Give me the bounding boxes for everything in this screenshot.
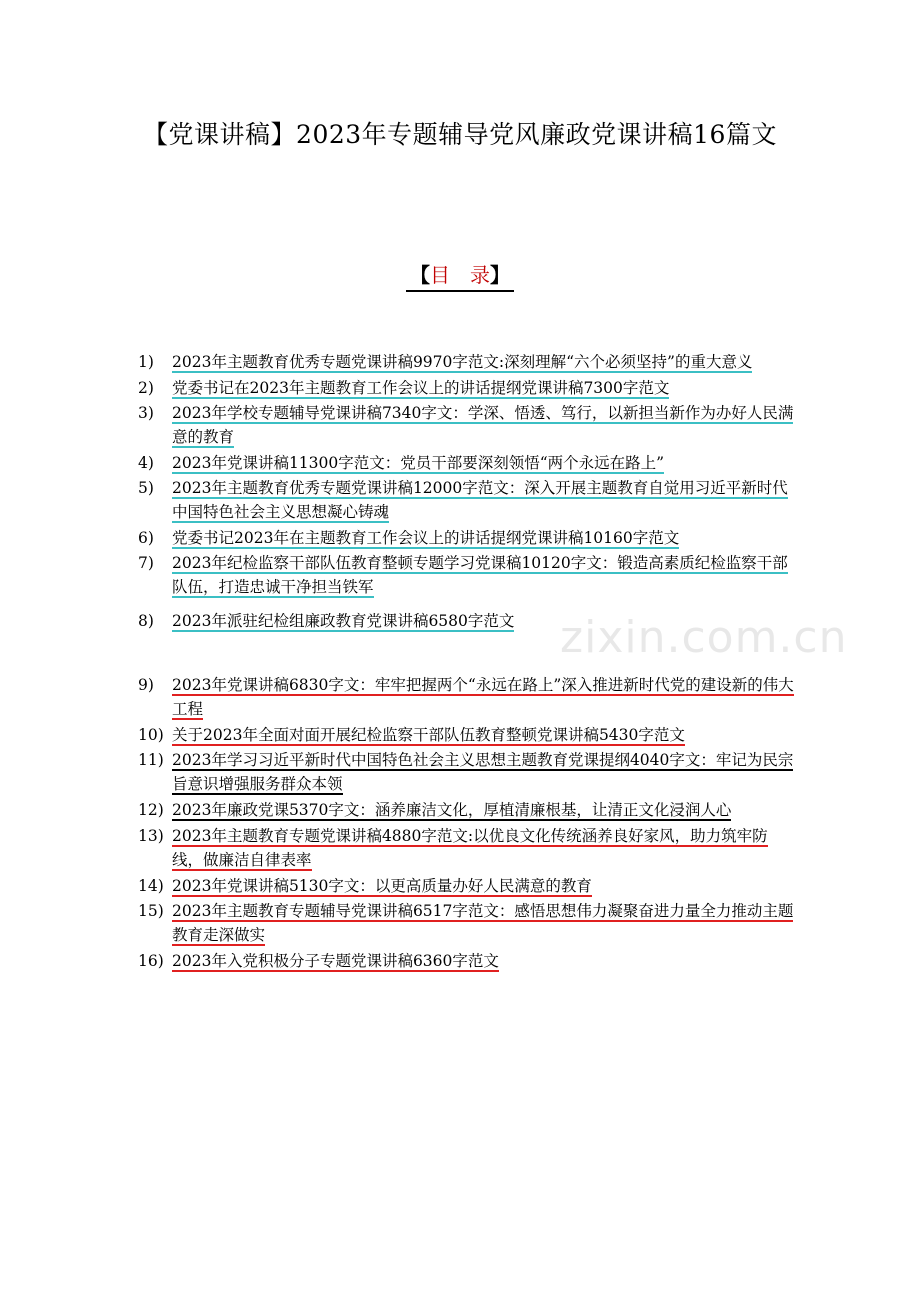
toc-item-number: 1) [138,353,154,371]
toc-item[interactable] [138,526,798,550]
toc-bracket-open: 【 [410,263,430,287]
toc-item-number: 15) [138,902,164,920]
toc-item-link[interactable]: 党委书记在2023年主题教育工作会议上的讲话提纲党课讲稿7300字范文 [172,379,670,397]
toc-item-number: 12) [138,801,164,819]
toc-item-link[interactable]: 2023年党课讲稿5130字文：以更高质量办好人民满意的教育 [172,877,592,895]
toc-item[interactable] [138,350,798,374]
toc-list [138,350,798,973]
toc-item-number: 13) [138,827,164,845]
toc-item[interactable] [138,899,798,947]
toc-item[interactable] [138,748,798,796]
toc-heading [0,262,920,292]
toc-item[interactable] [138,949,798,973]
toc-item-number: 4) [138,454,154,472]
toc-item-link[interactable]: 2023年主题教育专题党课讲稿4880字范文:以优良文化传统涵养良好家风，助力筑牢防线，做廉洁自律表率 [172,827,768,869]
toc-item-number: 6) [138,529,154,547]
watermark: zixin.com.cn [560,612,848,663]
toc-item-number: 8) [138,612,154,630]
toc-item-link[interactable]: 2023年主题教育优秀专题党课讲稿12000字范文：深入开展主题教育自觉用习近平新时代中国特色社会主义思想凝心铸魂 [172,479,788,521]
toc-item-link[interactable]: 2023年廉政党课5370字文：涵养廉洁文化，厚植清廉根基，让清正文化浸润人心 [172,801,732,819]
toc-item-number: 7) [138,554,154,572]
toc-item[interactable] [138,824,798,872]
toc-item-link[interactable]: 关于2023年全面对面开展纪检监察干部队伍教育整顿党课讲稿5430字范文 [172,726,685,744]
toc-item-link[interactable]: 2023年主题教育专题辅导党课讲稿6517字范文：感悟思想伟力凝聚奋进力量全力推动主题教育走深做实 [172,902,794,944]
toc-item[interactable] [138,551,798,599]
toc-item-number: 3) [138,404,154,422]
toc-item-number: 14) [138,877,164,895]
toc-item-number: 11) [138,751,164,769]
toc-heading-label: 目 录 [430,263,490,287]
toc-item[interactable] [138,451,798,475]
toc-item[interactable] [138,874,798,898]
toc-item-link[interactable]: 2023年主题教育优秀专题党课讲稿9970字范文:深刻理解“六个必须坚持”的重大意义 [172,353,753,371]
toc-item-number: 2) [138,379,154,397]
toc-item-link[interactable]: 2023年学校专题辅导党课讲稿7340字文：学深、悟透、笃行，以新担当新作为办好人民满意的教育 [172,404,794,446]
toc-item-link[interactable]: 2023年派驻纪检组廉政教育党课讲稿6580字范文 [172,612,515,630]
toc-bracket-close: 】 [490,263,510,287]
toc-item[interactable] [138,673,798,721]
document-title: 【党课讲稿】2023年专题辅导党风廉政党课讲稿16篇文 [143,120,777,149]
toc-item-link[interactable]: 2023年党课讲稿6830字文：牢牢把握两个“永远在路上”深入推进新时代党的建设新的伟大工程 [172,676,794,718]
toc-item[interactable] [138,609,798,633]
toc-item-link[interactable]: 党委书记2023年在主题教育工作会议上的讲话提纲党课讲稿10160字范文 [172,529,680,547]
toc-item[interactable] [138,401,798,449]
toc-item[interactable] [138,723,798,747]
toc-item-number: 10) [138,726,164,744]
toc-item[interactable] [138,376,798,400]
toc-item[interactable] [138,476,798,524]
toc-item-number: 5) [138,479,154,497]
toc-item-link[interactable]: 2023年党课讲稿11300字范文：党员干部要深刻领悟“两个永远在路上” [172,454,665,472]
toc-item-link[interactable]: 2023年学习习近平新时代中国特色社会主义思想主题教育党课提纲4040字文：牢记为民宗旨意识增强服务群众本领 [172,751,794,793]
toc-item-link[interactable]: 2023年纪检监察干部队伍教育整顿专题学习党课稿10120字文：锻造高素质纪检监察干部队伍，打造忠诚干净担当铁军 [172,554,788,596]
toc-item-number: 9) [138,676,154,694]
toc-item-number: 16) [138,952,164,970]
toc-item-link[interactable]: 2023年入党积极分子专题党课讲稿6360字范文 [172,952,499,970]
toc-item[interactable] [138,798,798,822]
